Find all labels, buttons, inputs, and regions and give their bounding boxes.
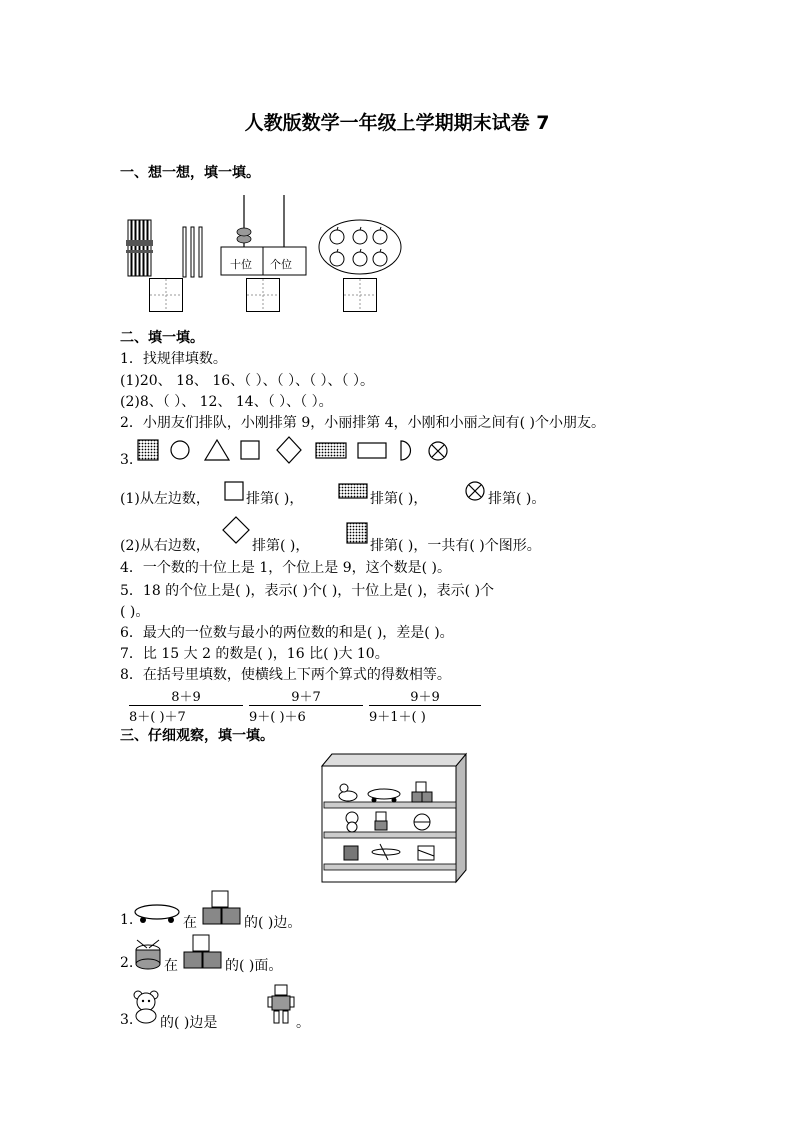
q1-text: 1．找规律填数。: [120, 351, 227, 367]
dotted-rectangle-icon: [338, 483, 368, 499]
q3b-part1: 排第( )，: [252, 538, 310, 554]
s3-q2-number: 2.: [120, 955, 134, 971]
q3-text: 3.: [120, 452, 134, 468]
q3a-prefix: (1)从左边数，: [120, 491, 210, 507]
equation-2-top: 9＋7: [291, 690, 321, 705]
answer-box-2[interactable]: [246, 278, 280, 312]
section2-heading: 二、填一填。: [120, 330, 204, 346]
s3-q1-word: 在: [183, 915, 197, 931]
crossed-circle-icon: [465, 481, 485, 501]
stick-bundle-illustration: [120, 218, 160, 278]
q6-text: 6．最大的一位数与最小的两位数的和是( )，差是( )。: [120, 625, 454, 641]
abacus-tens-label: 十位: [230, 258, 252, 271]
diamond-icon: [222, 516, 250, 544]
q3b-part2: 排第( )，一共有( )个图形。: [370, 538, 541, 554]
abacus-ones-label: 个位: [270, 258, 292, 271]
equation-2-bottom[interactable]: 9＋( )＋6: [249, 710, 306, 725]
equation-1: [129, 686, 243, 725]
q1a-text: (1)20、 18、 16、（ ）、（ ）、（ ）、（ ）。: [120, 373, 374, 389]
skateboard-icon: [133, 902, 181, 924]
s3-q1-number: 1.: [120, 912, 134, 928]
s3-q2-suffix: 的( )面。: [225, 958, 283, 974]
section1-heading: 一、想一想，填一填。: [120, 165, 260, 181]
q3a-part1: 排第( )，: [246, 491, 304, 507]
q8-text: 8．在括号里填数，使横线上下两个算式的得数相等。: [120, 667, 451, 683]
q3a-part3: 排第( )。: [488, 491, 546, 507]
equation-1-top: 8＋9: [171, 690, 201, 705]
square-icon: [224, 481, 244, 501]
equation-3: [369, 686, 481, 725]
page-title: 人教版数学一年级上学期期末试卷 7: [244, 112, 550, 134]
q4-text: 4．一个数的十位上是 1，个位上是 9，这个数是( )。: [120, 560, 451, 576]
s3-q3-mid: 的( )边是: [160, 1015, 218, 1031]
s3-q3-number: 3.: [120, 1012, 134, 1028]
single-sticks-illustration: [180, 225, 210, 280]
s3-q1-suffix: 的( )边。: [244, 915, 302, 931]
q3b-prefix: (2)从右边数，: [120, 538, 210, 554]
q7-text: 7．比 15 大 2 的数是( )，16 比( )大 10。: [120, 646, 389, 662]
answer-box-3[interactable]: [343, 278, 377, 312]
s3-q2-word: 在: [164, 958, 178, 974]
blocks-icon: [200, 890, 244, 926]
q1b-text: (2)8、（ ）、 12、 14、（ ）、（ ）。: [120, 394, 333, 410]
blocks-icon: [181, 934, 225, 970]
s3-q3-suffix: 。: [296, 1015, 310, 1031]
robot-icon: [268, 984, 294, 1024]
teddy-bear-icon: [132, 990, 160, 1024]
equation-1-bottom[interactable]: 8＋( )＋7: [129, 710, 186, 725]
equation-2: [249, 686, 363, 725]
q5-text: 5．18 的个位上是( )，表示( )个( )，十位上是( )，表示( )个: [120, 583, 495, 599]
drum-icon: [133, 938, 163, 970]
toy-shelf-illustration: [318, 752, 470, 886]
equation-3-bottom[interactable]: 9＋1＋( ): [369, 710, 426, 725]
shapes-row-illustration: [135, 436, 455, 466]
equation-3-top: 9＋9: [410, 690, 440, 705]
section3-heading: 三、仔细观察，填一填。: [120, 728, 274, 744]
apples-illustration: [318, 218, 403, 276]
q3a-part2: 排第( )，: [370, 491, 428, 507]
answer-box-1[interactable]: [149, 278, 183, 312]
dotted-square-icon: [346, 522, 368, 544]
q5-continued: ( )。: [120, 604, 150, 620]
q2-text: 2．小朋友们排队，小刚排第 9，小丽排第 4，小刚和小丽之间有( )个小朋友。: [120, 415, 605, 431]
